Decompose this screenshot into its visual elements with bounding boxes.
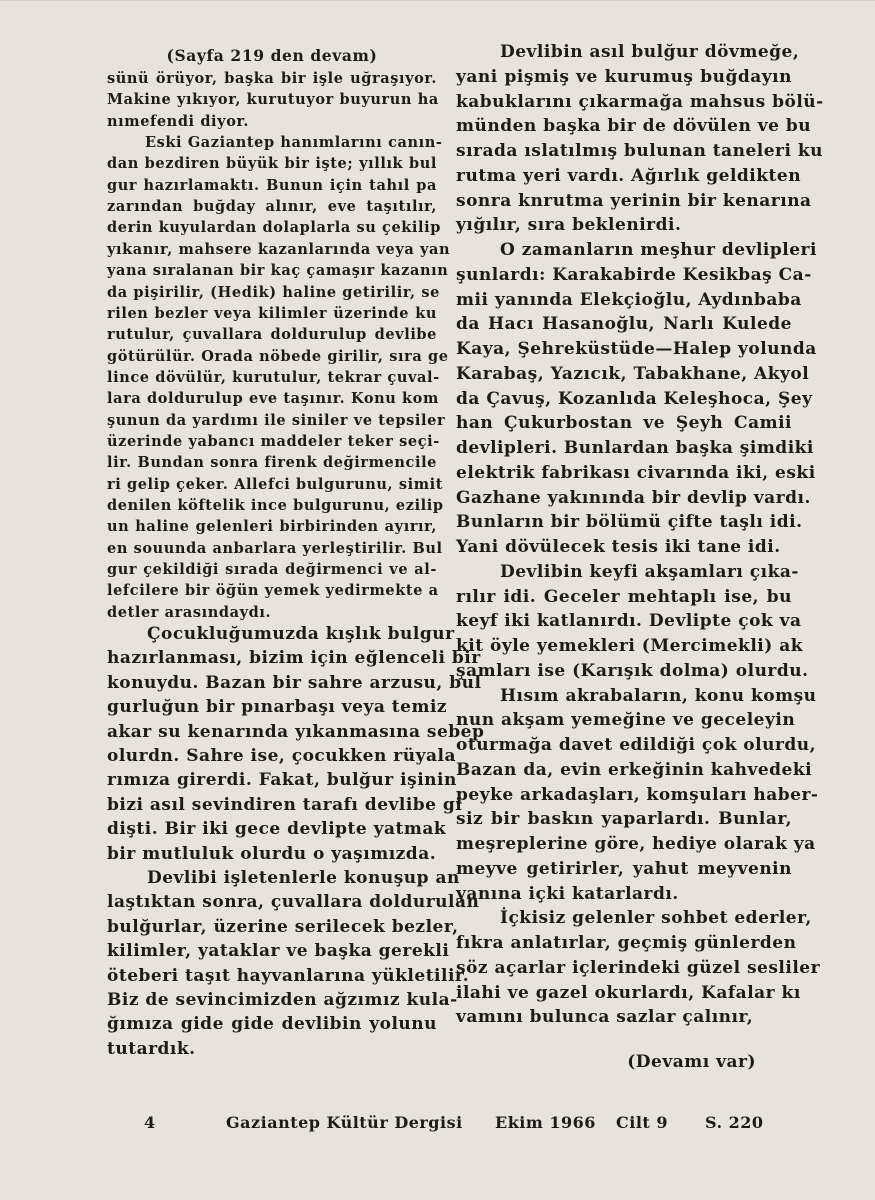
text-line: Kaya, Şehreküstüde—Halep yolunda	[456, 339, 817, 359]
continued-from-label: (Sayfa 219 den devam)	[166, 46, 378, 65]
text-line: oturmağa davet edildiği çok olurdu,	[456, 735, 817, 755]
text-line: keyf iki katlanırdı. Devlipte çok va	[456, 611, 802, 632]
text-line: Hısım akrabaların, konu komşu	[500, 685, 817, 706]
text-line: Makine yıkıyor, kurutuyor buyurun ha	[107, 91, 439, 109]
text-line: Çocukluğumuzda kışlık bulgur	[147, 624, 455, 644]
text-line: söz açarlar içlerindeki güzel sesliler	[456, 957, 821, 978]
text-line: gur hazırlamaktı. Bunun için tahıl pa	[107, 176, 437, 194]
text-line: olurdn. Sahre ise, çocukken rüyala	[107, 746, 456, 766]
text-line: lince dövülür, kurutulur, tekrar çuval-	[107, 368, 440, 386]
text-line: ilahi ve gazel okurlardı, Kafalar kı	[456, 982, 801, 1003]
text-line: yanına içki katarlardı.	[456, 883, 679, 904]
text-line: da pişirilir, (Hedik) haline getirilir, se	[107, 283, 440, 301]
text-line: kit öyle yemekleri (Mercimekli) ak	[456, 636, 803, 656]
text-line: şunun da yardımı ile siniler ve tepsiler	[107, 411, 446, 429]
text-line: hazırlanması, bizim için eğlenceli bir	[107, 648, 481, 669]
text-line: yığılır, sıra beklenirdi.	[456, 215, 682, 236]
text-line: Devlibi işletenlerle konuşup an	[147, 868, 460, 888]
text-line: en souunda anbarlara yerleştirilir. Bul	[107, 539, 443, 557]
text-line: lir. Bundan sonra firenk değirmencile	[107, 454, 437, 472]
text-line: konuydu. Bazan bir sahre arzusu, bul	[107, 672, 482, 693]
text-line: rutma yeri vardı. Ağırlık geldikten	[456, 165, 802, 186]
text-line: elektrik fabrikası civarında iki, eski	[456, 462, 816, 483]
text-line: lara doldurulup eve taşınır. Konu kom	[107, 390, 439, 408]
text-line: ğımıza gide gide devlibin yolunu	[107, 1014, 437, 1035]
text-line: şamları ise (Karışık dolma) olurdu.	[456, 660, 809, 681]
text-line: laştıktan sonra, çuvallara doldurulan	[107, 892, 480, 913]
text-line: fıkra anlatırlar, geçmiş günlerden	[456, 933, 797, 953]
text-line: siz bir baskın yaparlardı. Bunlar,	[456, 809, 792, 830]
text-line: rutulur, çuvallara doldurulup devlibe	[107, 326, 437, 344]
text-line: öteberi taşıt hayvanlarına yükletilir.	[107, 965, 470, 986]
volume-number: Cilt 9	[616, 1113, 668, 1132]
text-line: İçkisiz gelenler sohbet ederler,	[500, 908, 812, 929]
text-line: Devlibin asıl bulğur dövmeğe,	[500, 42, 800, 62]
text-line: Gazhane yakınında bir devlip vardı.	[456, 487, 811, 508]
text-line: akar su kenarında yıkanmasına sebep	[107, 721, 485, 742]
text-line: şunlardı: Karakabirde Kesikbaş Ca-	[456, 264, 812, 285]
text-line: Bunların bir bölümü çifte taşlı idi.	[456, 512, 803, 533]
text-line: Yani dövülecek tesis iki tane idi.	[456, 537, 781, 557]
text-line: meyve getirirler, yahut meyvenin	[456, 858, 792, 879]
text-line: peyke arkadaşları, komşuları haber-	[456, 784, 819, 805]
text-line: yani pişmiş ve kurumuş buğdayın	[456, 66, 792, 87]
text-line: gurluğun bir pınarbaşı veya temiz	[107, 697, 448, 718]
text-line: lefcilere bir öğün yemek yedirmekte a	[107, 582, 439, 600]
text-line: detler arasındaydı.	[107, 603, 272, 621]
text-line: münden başka bir de dövülen ve bu	[456, 116, 812, 137]
text-line: O zamanların meşhur devlipleri	[500, 240, 817, 260]
text-line: vamını bulunca sazlar çalınır,	[456, 1007, 754, 1028]
page-number: 4	[144, 1113, 156, 1132]
text-line: ri gelip çeker. Allefci bulgurunu, simit	[107, 475, 444, 493]
text-line: rımıza girerdi. Fakat, bulğur işinin	[107, 770, 457, 791]
text-line: meşreplerine göre, hediye olarak ya	[456, 834, 816, 854]
text-line: Eski Gaziantep hanımlarını canın-	[145, 134, 443, 152]
text-line: kabuklarını çıkarmağa mahsus bölü-	[456, 91, 824, 112]
text-line: rilen bezler veya kilimler üzerinde ku	[107, 304, 437, 322]
text-line: Devlibin keyfi akşamları çıka-	[500, 561, 799, 582]
text-line: zarından buğday alınır, eve taşıtılır,	[107, 198, 437, 216]
continued-note: (Devamı var)	[627, 1052, 756, 1072]
text-line: kilimler, yataklar ve başka gerekli	[107, 941, 450, 962]
text-line: rılır idi. Geceler mehtaplı ise, bu	[456, 586, 792, 607]
text-line: Bazan da, evin erkeğinin kahvedeki	[456, 759, 813, 780]
issue-number: S. 220	[705, 1113, 764, 1132]
text-line: yıkanır, mahsere kazanlarında veya yan	[107, 240, 451, 258]
text-line: un haline gelenleri birbirinden ayırır,	[107, 518, 437, 536]
text-line: nımefendi diyor.	[107, 112, 250, 130]
text-line: sırada ıslatılmış bulunan taneleri ku	[456, 141, 824, 161]
text-line: bizi asıl sevindiren tarafı devlibe gi	[107, 794, 463, 815]
text-line: mii yanında Elekçioğlu, Aydınbaba	[456, 289, 802, 310]
text-line: tutardık.	[107, 1038, 196, 1059]
top-edge-line	[0, 0, 875, 1]
text-line: sünü örüyor, başka bir işle uğraşıyor.	[107, 70, 437, 87]
text-line: denilen köftelik ince bulgurunu, ezilip	[107, 497, 444, 514]
text-line: devlipleri. Bunlardan başka şimdiki	[456, 438, 814, 458]
text-line: da Çavuş, Kozanlıda Keleşhoca, Şey	[456, 388, 813, 409]
text-line: derin kuyulardan dolaplarla su çekilip	[107, 219, 441, 237]
journal-title: Gaziantep Kültür Dergisi	[226, 1113, 463, 1132]
issue-date: Ekim 1966	[495, 1113, 596, 1132]
text-line: yana sıralanan bir kaç çamaşır kazanın	[107, 262, 449, 280]
text-line: da Hacı Hasanoğlu, Narlı Kulede	[456, 314, 792, 335]
text-line: Karabaş, Yazıcık, Tabakhane, Akyol	[456, 363, 810, 384]
text-line: dan bezdiren büyük bir işte; yıllık bul	[107, 155, 437, 173]
text-line: bulğurlar, üzerine serilecek bezler,	[107, 916, 459, 937]
text-line: han Çukurbostan ve Şeyh Camii	[456, 413, 792, 434]
text-line: nun akşam yemeğine ve geceleyin	[456, 710, 796, 731]
text-line: Biz de sevincimizden ağzımız kula-	[107, 990, 458, 1010]
text-line: gur çekildiği sırada değirmenci ve al-	[107, 561, 437, 579]
text-line: dişti. Bir iki gece devlipte yatmak	[107, 819, 447, 840]
text-line: götürülür. Orada nöbede girilir, sıra ge	[107, 347, 449, 365]
text-line: üzerinde yabancı maddeler teker seçi-	[107, 432, 440, 450]
text-line: bir mutluluk olurdu o yaşımızda.	[107, 843, 437, 864]
text-line: sonra knrutma yerinin bir kenarına	[456, 190, 812, 211]
